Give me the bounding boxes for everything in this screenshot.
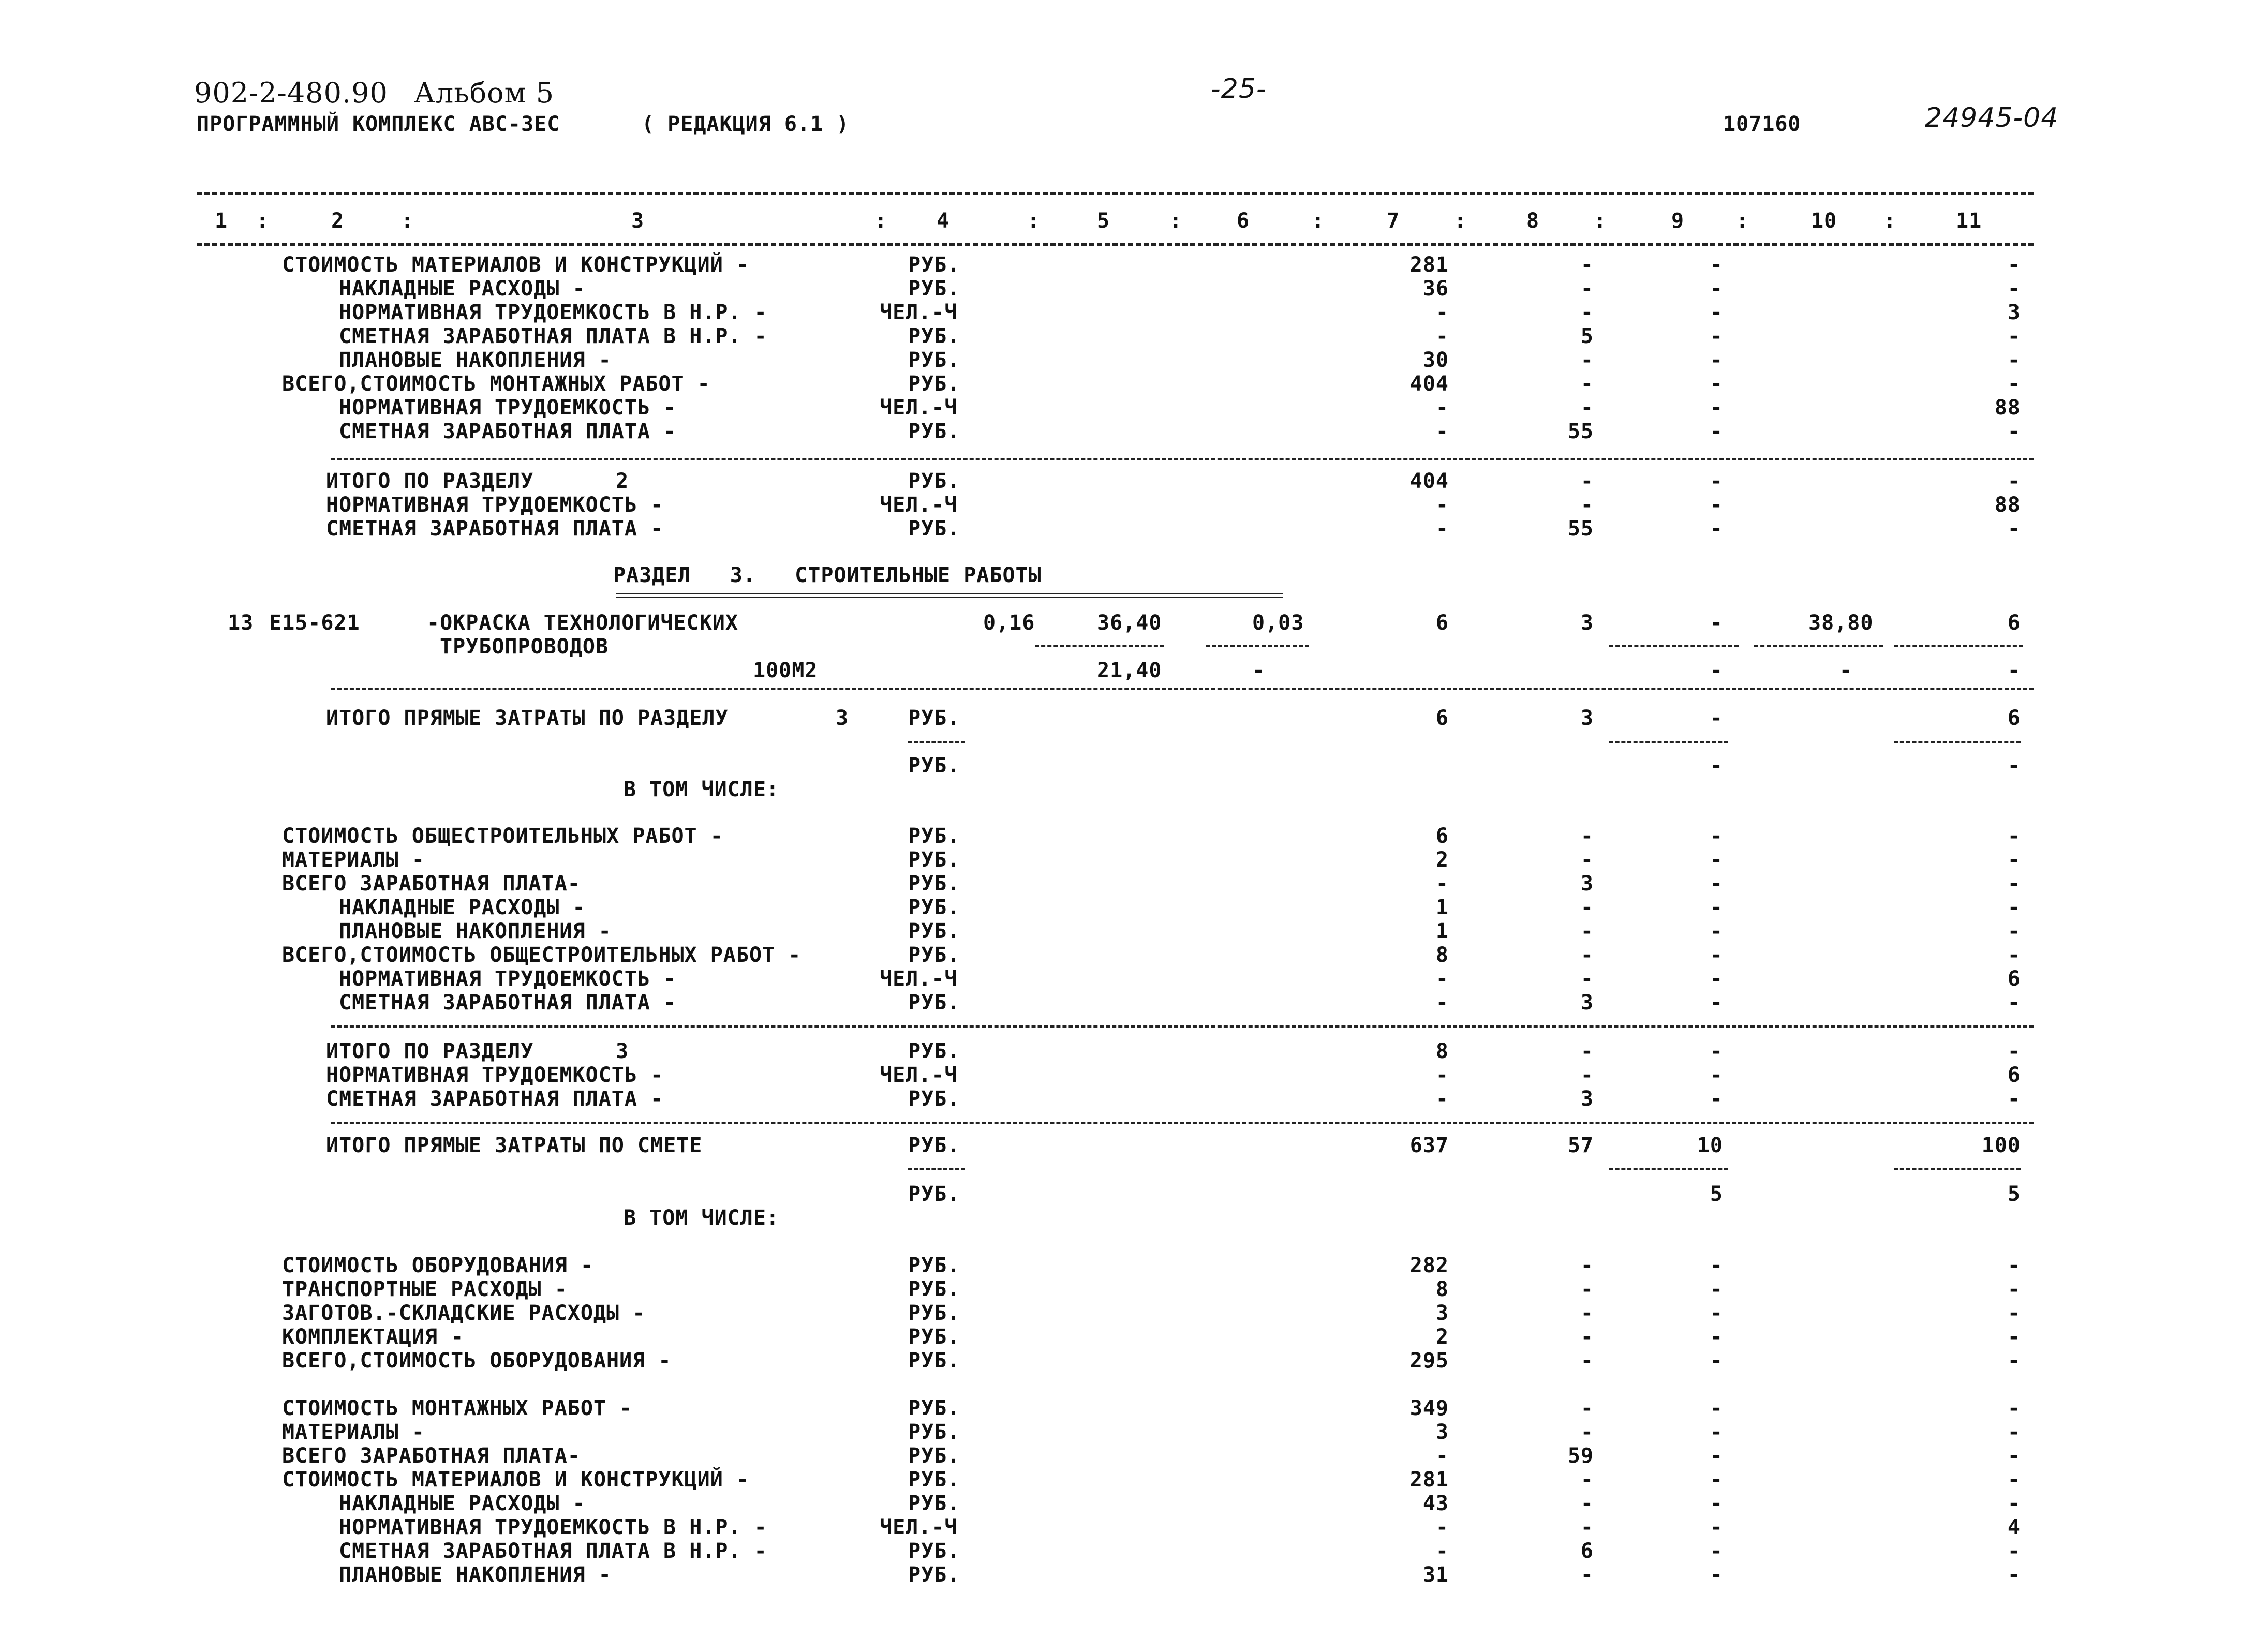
value-col8: 5 — [1580, 324, 1594, 348]
row-label: СМЕТНАЯ ЗАРАБОТНАЯ ПЛАТА - — [339, 420, 677, 443]
value-col9: - — [1710, 301, 1723, 324]
value-col11: - — [2007, 1396, 2021, 1420]
item-col10: 38,80 — [1808, 611, 1874, 635]
value-col9: - — [1710, 1087, 1723, 1111]
value-col11: 4 — [2007, 1515, 2021, 1539]
value-col9: - — [1710, 872, 1723, 896]
archive-code: 24945-04 — [1925, 102, 2059, 133]
value-col7: 282 — [1409, 1254, 1449, 1277]
unit-label: РУБ. — [908, 1325, 960, 1349]
unit-label: ЧЕЛ.-Ч — [880, 967, 958, 991]
unit-label: РУБ. — [908, 1420, 960, 1444]
value-col9: - — [1710, 754, 1723, 778]
value-col7: - — [1435, 991, 1449, 1015]
value-col9: - — [1710, 943, 1723, 967]
value-col7: - — [1435, 967, 1449, 991]
value-col8: - — [1580, 1492, 1594, 1515]
column-separator: : — [1883, 209, 1897, 233]
album-label: Альбом 5 — [414, 77, 555, 109]
value-col9: - — [1710, 824, 1723, 848]
value-col11: - — [2007, 896, 2021, 919]
unit-label: РУБ. — [908, 896, 960, 919]
underline — [1609, 741, 1728, 743]
value-col7: 30 — [1422, 348, 1449, 372]
value-col8: 3 — [1580, 706, 1594, 730]
value-col9: - — [1710, 1396, 1723, 1420]
value-col9: - — [1710, 706, 1723, 730]
section-number: 2 — [616, 469, 629, 493]
value-col9: - — [1710, 396, 1723, 420]
value-col8: - — [1580, 301, 1594, 324]
value-col11: - — [2007, 469, 2021, 493]
header-top-rule — [197, 192, 2034, 195]
row-label: ИТОГО ПО РАЗДЕЛУ — [326, 469, 534, 493]
value-col7: 36 — [1422, 277, 1449, 301]
unit-label: РУБ. — [908, 991, 960, 1015]
row-label: ИТОГО ПО РАЗДЕЛУ — [326, 1039, 534, 1063]
value-col11: - — [2007, 1539, 2021, 1563]
unit-label: РУБ. — [908, 1182, 960, 1206]
unit-label: РУБ. — [908, 469, 960, 493]
unit-label: РУБ. — [908, 1396, 960, 1420]
unit-label: РУБ. — [908, 1349, 960, 1373]
value-col9: - — [1710, 1301, 1723, 1325]
value-col7: 6 — [1435, 706, 1449, 730]
unit-label: ЧЕЛ.-Ч — [880, 493, 958, 517]
value-col7: 8 — [1435, 943, 1449, 967]
value-col7: - — [1435, 1444, 1449, 1468]
unit-label: РУБ. — [908, 1254, 960, 1277]
item-col9: - — [1710, 611, 1723, 635]
value-col8: 59 — [1567, 1444, 1594, 1468]
section-number: 3 — [616, 1039, 629, 1063]
row-label: НОРМАТИВНАЯ ТРУДОЕМКОСТЬ - — [326, 1063, 664, 1087]
unit-label: ЧЕЛ.-Ч — [880, 1063, 958, 1087]
value-col11: - — [2007, 1254, 2021, 1277]
underline — [1609, 1168, 1728, 1170]
row-label: СТОИМОСТЬ МАТЕРИАЛОВ И КОНСТРУКЦИЙ - — [282, 1468, 749, 1492]
item-number: 13 — [228, 611, 254, 635]
value-col8: - — [1580, 1039, 1594, 1063]
value-col11: - — [2007, 1349, 2021, 1373]
value-col8: - — [1580, 372, 1594, 396]
unit-label: РУБ. — [908, 372, 960, 396]
estimate-total-label: ИТОГО ПРЯМЫЕ ЗАТРАТЫ ПО СМЕТЕ — [326, 1134, 703, 1157]
row-label: ПЛАНОВЫЕ НАКОПЛЕНИЯ - — [339, 919, 612, 943]
column-separator: : — [256, 209, 270, 233]
section-number: 3 — [836, 706, 849, 730]
value-col7: 404 — [1409, 469, 1449, 493]
value-col9: - — [1710, 517, 1723, 541]
unit-label: РУБ. — [908, 420, 960, 443]
row-label: ПЛАНОВЫЕ НАКОПЛЕНИЯ - — [339, 1563, 612, 1587]
unit-label: РУБ. — [908, 1134, 960, 1157]
value-col8: - — [1580, 1063, 1594, 1087]
value-col9: - — [1710, 1539, 1723, 1563]
row-label: СМЕТНАЯ ЗАРАБОТНАЯ ПЛАТА В Н.Р. - — [339, 1539, 767, 1563]
value-col7: - — [1435, 872, 1449, 896]
value-col11: 6 — [2007, 1063, 2021, 1087]
value-col9: - — [1710, 1563, 1723, 1587]
row-label: СМЕТНАЯ ЗАРАБОТНАЯ ПЛАТА - — [326, 517, 664, 541]
value-col9: - — [1710, 253, 1723, 277]
value-col8: - — [1580, 967, 1594, 991]
value-col9: - — [1710, 967, 1723, 991]
value-col9: - — [1710, 493, 1723, 517]
column-number-9: 9 — [1671, 209, 1685, 233]
unit-label: РУБ. — [908, 848, 960, 872]
value-col7: 31 — [1422, 1563, 1449, 1587]
column-number-11: 11 — [1956, 209, 1982, 233]
value-col11: 5 — [2007, 1182, 2021, 1206]
value-col9: - — [1710, 1515, 1723, 1539]
section-title-underline — [616, 593, 1283, 598]
row-label: СТОИМОСТЬ ОБЩЕСТРОИТЕЛЬНЫХ РАБОТ - — [282, 824, 723, 848]
value-col7: 2 — [1435, 848, 1449, 872]
value-col8: - — [1580, 824, 1594, 848]
value-col7: - — [1435, 1515, 1449, 1539]
value-col8: - — [1580, 1254, 1594, 1277]
value-col9: - — [1710, 848, 1723, 872]
underline — [908, 741, 965, 743]
value-col7: - — [1435, 301, 1449, 324]
column-separator: : — [1312, 209, 1325, 233]
value-col11: - — [2007, 277, 2021, 301]
column-number-7: 7 — [1387, 209, 1400, 233]
row-label: СТОИМОСТЬ МАТЕРИАЛОВ И КОНСТРУКЦИЙ - — [282, 253, 749, 277]
value-col11: - — [2007, 1444, 2021, 1468]
unit-label: РУБ. — [908, 943, 960, 967]
value-col11: - — [2007, 991, 2021, 1015]
unit-label: РУБ. — [908, 1539, 960, 1563]
row-label: НАКЛАДНЫЕ РАСХОДЫ - — [339, 277, 586, 301]
column-number-3: 3 — [631, 209, 645, 233]
value-col9: - — [1710, 1254, 1723, 1277]
unit-label: ЧЕЛ.-Ч — [880, 301, 958, 324]
value-col7: - — [1435, 517, 1449, 541]
value-col8: 55 — [1567, 420, 1594, 443]
value-col8: - — [1580, 1563, 1594, 1587]
column-separator: : — [1594, 209, 1607, 233]
unit-label: РУБ. — [908, 1277, 960, 1301]
item-col10-second: - — [1839, 659, 1852, 682]
value-col7: - — [1435, 396, 1449, 420]
item-col5: 36,40 — [1097, 611, 1162, 635]
unit-label: РУБ. — [908, 872, 960, 896]
value-col7: 349 — [1409, 1396, 1449, 1420]
value-col9: - — [1710, 277, 1723, 301]
item-code: Е15-621 — [269, 611, 360, 635]
value-col7: - — [1435, 420, 1449, 443]
section-rule — [331, 688, 2034, 690]
row-label: НОРМАТИВНАЯ ТРУДОЕМКОСТЬ - — [339, 396, 677, 420]
value-col7: 2 — [1435, 1325, 1449, 1349]
unit-label: РУБ. — [908, 919, 960, 943]
value-col11: - — [2007, 1468, 2021, 1492]
unit-label: РУБ. — [908, 824, 960, 848]
column-separator: : — [401, 209, 414, 233]
value-col11: - — [2007, 1277, 2021, 1301]
value-col8: - — [1580, 943, 1594, 967]
value-col7: 281 — [1409, 253, 1449, 277]
value-col9: - — [1710, 1325, 1723, 1349]
value-col8: - — [1580, 1325, 1594, 1349]
row-label: ВСЕГО ЗАРАБОТНАЯ ПЛАТА- — [282, 872, 581, 896]
row-label: КОМПЛЕКТАЦИЯ - — [282, 1325, 464, 1349]
item-col8: 3 — [1580, 611, 1594, 635]
value-col9: - — [1710, 1420, 1723, 1444]
program-name: ПРОГРАММНЫЙ КОМПЛЕКС АВС-3ЕС — [197, 112, 560, 136]
value-col11: 6 — [2007, 967, 2021, 991]
value-col8: - — [1580, 848, 1594, 872]
item-col11-second: - — [2007, 659, 2021, 682]
row-label: НАКЛАДНЫЕ РАСХОДЫ - — [339, 896, 586, 919]
document-code: 902-2-480.90 — [194, 77, 388, 109]
page-number: -25- — [1211, 73, 1267, 105]
row-label: СТОИМОСТЬ МОНТАЖНЫХ РАБОТ - — [282, 1396, 633, 1420]
row-label: СТОИМОСТЬ ОБОРУДОВАНИЯ - — [282, 1254, 593, 1277]
row-label: ЗАГОТОВ.-СКЛАДСКИЕ РАСХОДЫ - — [282, 1301, 646, 1325]
underline — [1206, 645, 1309, 647]
section-title: РАЗДЕЛ 3. СТРОИТЕЛЬНЫЕ РАБОТЫ — [613, 563, 1042, 587]
value-col8: - — [1580, 253, 1594, 277]
unit-label: РУБ. — [908, 324, 960, 348]
value-col8: - — [1580, 1349, 1594, 1373]
value-col7: 8 — [1435, 1039, 1449, 1063]
value-col7: 8 — [1435, 1277, 1449, 1301]
value-col11: - — [2007, 919, 2021, 943]
value-col7: 637 — [1409, 1134, 1449, 1157]
section-rule — [331, 1122, 2034, 1124]
edition-label: ( РЕДАКЦИЯ 6.1 ) — [642, 112, 850, 136]
value-col11: - — [2007, 348, 2021, 372]
value-col11: - — [2007, 1492, 2021, 1515]
row-label: ВСЕГО,СТОИМОСТЬ МОНТАЖНЫХ РАБОТ - — [282, 372, 710, 396]
value-col11: - — [2007, 517, 2021, 541]
value-col8: - — [1580, 1468, 1594, 1492]
column-number-5: 5 — [1097, 209, 1110, 233]
value-col11: - — [2007, 872, 2021, 896]
value-col7: - — [1435, 1087, 1449, 1111]
value-col8: - — [1580, 919, 1594, 943]
value-col8: - — [1580, 1420, 1594, 1444]
value-col11: - — [2007, 848, 2021, 872]
value-col9: - — [1710, 1444, 1723, 1468]
value-col7: - — [1435, 324, 1449, 348]
value-col11: 3 — [2007, 301, 2021, 324]
direct-costs-label: ИТОГО ПРЯМЫЕ ЗАТРАТЫ ПО РАЗДЕЛУ — [326, 706, 729, 730]
value-col7: 281 — [1409, 1468, 1449, 1492]
value-col8: - — [1580, 1301, 1594, 1325]
value-col8: - — [1580, 493, 1594, 517]
value-col11: - — [2007, 1563, 2021, 1587]
value-col7: - — [1435, 1063, 1449, 1087]
column-number-8: 8 — [1526, 209, 1540, 233]
value-col8: - — [1580, 396, 1594, 420]
value-col7: 3 — [1435, 1420, 1449, 1444]
value-col11: - — [2007, 754, 2021, 778]
underline — [1609, 645, 1739, 647]
underline — [1894, 741, 2021, 743]
underline — [908, 1168, 965, 1170]
value-col11: - — [2007, 943, 2021, 967]
row-label: МАТЕРИАЛЫ - — [282, 1420, 425, 1444]
value-col9: - — [1710, 1039, 1723, 1063]
value-col8: 3 — [1580, 1087, 1594, 1111]
value-col8: 6 — [1580, 1539, 1594, 1563]
row-label: ВСЕГО ЗАРАБОТНАЯ ПЛАТА- — [282, 1444, 581, 1468]
header-bottom-rule — [197, 243, 2034, 246]
value-col9: - — [1710, 991, 1723, 1015]
value-col9: - — [1710, 919, 1723, 943]
unit-label: РУБ. — [908, 754, 960, 778]
row-label: НОРМАТИВНАЯ ТРУДОЕМКОСТЬ В Н.Р. - — [339, 1515, 767, 1539]
value-col9: - — [1710, 372, 1723, 396]
row-label: НАКЛАДНЫЕ РАСХОДЫ - — [339, 1492, 586, 1515]
row-label: ВСЕГО,СТОИМОСТЬ ОБОРУДОВАНИЯ - — [282, 1349, 672, 1373]
value-col11: - — [2007, 324, 2021, 348]
value-col11: - — [2007, 253, 2021, 277]
row-label: ПЛАНОВЫЕ НАКОПЛЕНИЯ - — [339, 348, 612, 372]
item-col6: 0,03 — [1252, 611, 1304, 635]
column-number-4: 4 — [937, 209, 950, 233]
row-label: НОРМАТИВНАЯ ТРУДОЕМКОСТЬ В Н.Р. - — [339, 301, 767, 324]
unit-label: РУБ. — [908, 1301, 960, 1325]
value-col9: - — [1710, 1349, 1723, 1373]
value-col8: - — [1580, 469, 1594, 493]
item-col7: 6 — [1435, 611, 1449, 635]
value-col9: - — [1710, 348, 1723, 372]
underline — [1894, 1168, 2021, 1170]
value-col7: 43 — [1422, 1492, 1449, 1515]
item-unit: 100М2 — [753, 659, 818, 682]
value-col7: - — [1435, 1539, 1449, 1563]
item-col5-second: 21,40 — [1097, 659, 1162, 682]
value-col8: 3 — [1580, 991, 1594, 1015]
item-qty: 0,16 — [983, 611, 1035, 635]
unit-label: РУБ. — [908, 517, 960, 541]
row-label: НОРМАТИВНАЯ ТРУДОЕМКОСТЬ - — [339, 967, 677, 991]
value-col11: 88 — [1994, 493, 2021, 517]
value-col8: 55 — [1567, 517, 1594, 541]
item-name-line2: ТРУБОПРОВОДОВ — [440, 635, 609, 659]
value-col8: 57 — [1567, 1134, 1594, 1157]
unit-label: ЧЕЛ.-Ч — [880, 1515, 958, 1539]
value-col7: 1 — [1435, 919, 1449, 943]
value-col8: - — [1580, 1396, 1594, 1420]
underline — [1754, 645, 1883, 647]
value-col8: - — [1580, 896, 1594, 919]
section-rule — [331, 458, 2034, 460]
value-col8: - — [1580, 348, 1594, 372]
unit-label: РУБ. — [908, 348, 960, 372]
section-rule — [331, 1025, 2034, 1028]
value-col11: - — [2007, 1420, 2021, 1444]
row-label: СМЕТНАЯ ЗАРАБОТНАЯ ПЛАТА - — [326, 1087, 664, 1111]
column-number-2: 2 — [331, 209, 345, 233]
unit-label: РУБ. — [908, 253, 960, 277]
value-col9: - — [1710, 1468, 1723, 1492]
value-col7: 6 — [1435, 824, 1449, 848]
value-col9: - — [1710, 1492, 1723, 1515]
value-col9: - — [1710, 469, 1723, 493]
value-col8: - — [1580, 1277, 1594, 1301]
value-col11: 88 — [1994, 396, 2021, 420]
value-col7: 3 — [1435, 1301, 1449, 1325]
row-label: НОРМАТИВНАЯ ТРУДОЕМКОСТЬ - — [326, 493, 664, 517]
column-separator: : — [1736, 209, 1749, 233]
value-col11: 6 — [2007, 706, 2021, 730]
unit-label: РУБ. — [908, 1039, 960, 1063]
column-separator: : — [1454, 209, 1467, 233]
unit-label: РУБ. — [908, 706, 960, 730]
value-col7: 404 — [1409, 372, 1449, 396]
column-number-1: 1 — [215, 209, 228, 233]
value-col9: - — [1710, 1063, 1723, 1087]
unit-label: ЧЕЛ.-Ч — [880, 396, 958, 420]
row-label: СМЕТНАЯ ЗАРАБОТНАЯ ПЛАТА - — [339, 991, 677, 1015]
value-col11: - — [2007, 372, 2021, 396]
column-separator: : — [1169, 209, 1183, 233]
value-col8: - — [1580, 1515, 1594, 1539]
column-number-10: 10 — [1811, 209, 1837, 233]
row-label: СМЕТНАЯ ЗАРАБОТНАЯ ПЛАТА В Н.Р. - — [339, 324, 767, 348]
value-col7: - — [1435, 493, 1449, 517]
value-col9: - — [1710, 1277, 1723, 1301]
unit-label: РУБ. — [908, 277, 960, 301]
unit-label: РУБ. — [908, 1563, 960, 1587]
underline — [1894, 645, 2023, 647]
value-col11: - — [2007, 1087, 2021, 1111]
value-col8: - — [1580, 277, 1594, 301]
column-number-6: 6 — [1237, 209, 1250, 233]
unit-label: РУБ. — [908, 1087, 960, 1111]
document-number: 107160 — [1723, 112, 1801, 136]
row-label: МАТЕРИАЛЫ - — [282, 848, 425, 872]
item-col6-second: - — [1252, 659, 1266, 682]
unit-label: РУБ. — [908, 1492, 960, 1515]
column-separator: : — [1027, 209, 1041, 233]
item-col11: 6 — [2007, 611, 2021, 635]
value-col11: - — [2007, 1301, 2021, 1325]
unit-label: РУБ. — [908, 1468, 960, 1492]
including-label: В ТОМ ЧИСЛЕ: — [624, 778, 779, 801]
value-col9: - — [1710, 324, 1723, 348]
unit-label: РУБ. — [908, 1444, 960, 1468]
value-col11: 100 — [1981, 1134, 2021, 1157]
row-label: ВСЕГО,СТОИМОСТЬ ОБЩЕСТРОИТЕЛЬНЫХ РАБОТ - — [282, 943, 802, 967]
value-col11: - — [2007, 1039, 2021, 1063]
value-col11: - — [2007, 824, 2021, 848]
value-col8: 3 — [1580, 872, 1594, 896]
item-col9-second: - — [1710, 659, 1723, 682]
value-col9: - — [1710, 896, 1723, 919]
value-col11: - — [2007, 1325, 2021, 1349]
value-col7: 295 — [1409, 1349, 1449, 1373]
value-col11: - — [2007, 420, 2021, 443]
column-separator: : — [874, 209, 888, 233]
underline — [1035, 645, 1164, 647]
value-col9: - — [1710, 420, 1723, 443]
row-label: ТРАНСПОРТНЫЕ РАСХОДЫ - — [282, 1277, 568, 1301]
value-col9: 5 — [1710, 1182, 1723, 1206]
item-name-line1: -ОКРАСКА ТЕХНОЛОГИЧЕСКИХ — [427, 611, 738, 635]
value-col7: 1 — [1435, 896, 1449, 919]
value-col9: 10 — [1697, 1134, 1723, 1157]
including-label: В ТОМ ЧИСЛЕ: — [624, 1206, 779, 1230]
